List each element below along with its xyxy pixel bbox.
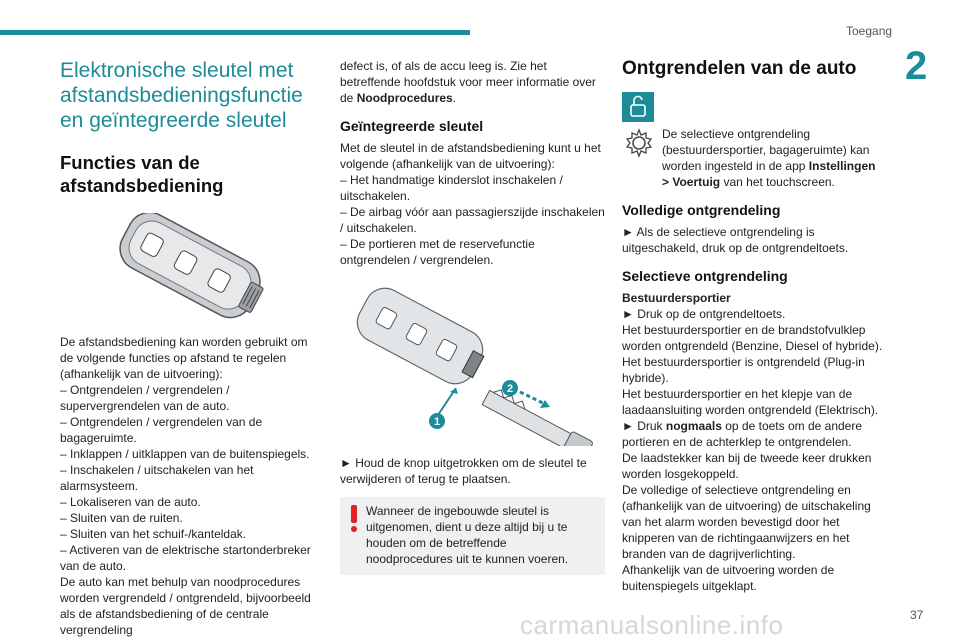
driver-door-label: Bestuurdersportier <box>622 291 731 305</box>
column-1 <box>60 58 322 638</box>
key-extraction-illustration <box>340 276 605 446</box>
function-item: – Ontgrendelen / vergrendelen van de bagageruimte. <box>60 415 263 445</box>
key-function-item: – De airbag vóór aan passagierszijde inschakelen / uitschakelen. <box>340 205 605 235</box>
page-title: Elektronische sleutel met afstandsbedieningsfunctie en geïntegreerde sleutel <box>60 59 303 132</box>
header-accent-bar <box>0 30 470 35</box>
exclamation-icon <box>348 505 360 533</box>
feature-text: De selectieve ontgrendeling (bestuurdersportier, bagageruimte) kan worden ingesteld in de app <box>662 127 870 173</box>
page-number: 37 <box>910 608 924 622</box>
unlock-heading: Ontgrendelen van de auto <box>622 58 857 79</box>
settings-path: Instellingen > Voertuig <box>662 159 876 189</box>
selective-unlock-note <box>622 126 884 190</box>
watermark: carmanualsonline.info <box>520 610 784 640</box>
continued-paragraph <box>340 58 605 106</box>
integrated-key-heading: Geïntegreerde sleutel <box>340 118 484 134</box>
remove-key-instruction: ► Houd de knop uitgetrokken om de sleutel te verwijderen of terug te plaatsen. <box>340 456 587 486</box>
unlock-icon <box>622 92 654 122</box>
continued-end: . <box>452 91 457 105</box>
column-2 <box>340 58 605 575</box>
remote-key-fob-illustration <box>60 213 322 323</box>
integrated-key-intro: Met de sleutel in de afstandsbediening kunt u het volgende (afhankelijk van de uitvoering): <box>340 141 601 171</box>
function-item: – Lokaliseren van de auto. <box>60 495 201 509</box>
emergency-paragraph: De auto kan met behulp van noodprocedures worden vergrendeld / ontgrendeld, bijvoorbeeld als de afstandsbediening of de centrale vergrendeling <box>60 575 311 637</box>
function-item: – Sluiten van de ruiten. <box>60 511 183 525</box>
intro-paragraph: De afstandsbediening kan worden gebruikt om de volgende functies op afstand te regelen (afhankelijk van de uitvoering): <box>60 335 308 381</box>
callout-1-label: 1 <box>433 416 441 428</box>
key-function-item: – De portieren met de reservefunctie ontgrendelen / vergrendelen. <box>340 237 535 267</box>
function-item: – Inschakelen / uitschakelen van het alarmsysteem. <box>60 463 254 493</box>
warning-text: Wanneer de ingebouwde sleutel is uitgenomen, dient u deze altijd bij u te houden om de betreffende noodprocedures uit te kunnen voeren. <box>366 504 569 566</box>
tail-line: Afhankelijk van de uitvoering worden de buitenspiegels uitgeklapt. <box>622 563 835 593</box>
function-item: – Sluiten van het schuif-/kanteldak. <box>60 527 247 541</box>
full-unlock-heading: Volledige ontgrendeling <box>622 202 781 218</box>
continued-text: defect is, of als de accu leeg is. Zie het betreffende hoofdstuk voor meer informatie over de <box>340 59 596 105</box>
key-function-item: – Het handmatige kinderslot inschakelen / uitschakelen. <box>340 173 563 203</box>
callout-2-label: 2 <box>506 383 514 395</box>
press-bold: nogmaals <box>665 419 722 433</box>
feature-end: van het touchscreen. <box>723 175 835 189</box>
selective-step: Het bestuurdersportier en het klepje van de laadaansluiting worden ontgrendeld (Elektrisch). <box>622 387 879 417</box>
function-item: – Ontgrendelen / vergrendelen / supervergrendelen van de auto. <box>60 383 230 413</box>
full-unlock-text: ► Als de selectieve ontgrendeling is uitgeschakeld, druk op de ontgrendeltoets. <box>622 225 849 255</box>
press-pre: ► Druk <box>622 419 663 433</box>
section-label: Toegang <box>846 24 893 38</box>
column-3 <box>622 58 884 594</box>
function-item: – Activeren van de elektrische startonderbreker van de auto. <box>60 543 311 573</box>
section-heading: Functies van de afstandsbediening <box>60 152 224 196</box>
selective-step: Het bestuurdersportier en de brandstofvulklep worden ontgrendeld (Benzine, Diesel of hybride). <box>622 323 883 353</box>
selective-step: ► Druk op de ontgrendeltoets. <box>622 307 786 321</box>
press-again-step <box>622 418 884 450</box>
press-post: op de toets om de andere portieren en de achterklep te ontgrendelen. <box>622 419 863 449</box>
chapter-number: 2 <box>905 44 928 88</box>
selective-unlock-heading: Selectieve ontgrendeling <box>622 268 788 284</box>
tail-line: De laadstekker kan bij de tweede keer drukken worden losgekoppeld. <box>622 451 872 481</box>
function-item: – Inklappen / uitklappen van de buitenspiegels. <box>60 447 310 461</box>
selective-step: Het bestuurdersportier is ontgrendeld (Plug-in hybride). <box>622 355 865 385</box>
emergency-link-text: Noodprocedures <box>356 91 453 105</box>
tail-line: De volledige of selectieve ontgrendeling en (afhankelijk van de uitvoering) de uitschakeling van het alarm worden bevestigd door het knipperen van de richtingaanwijzers en het branden van de dagrijverlichting. <box>622 483 871 561</box>
gear-icon <box>622 126 656 160</box>
warning-box <box>340 497 605 575</box>
